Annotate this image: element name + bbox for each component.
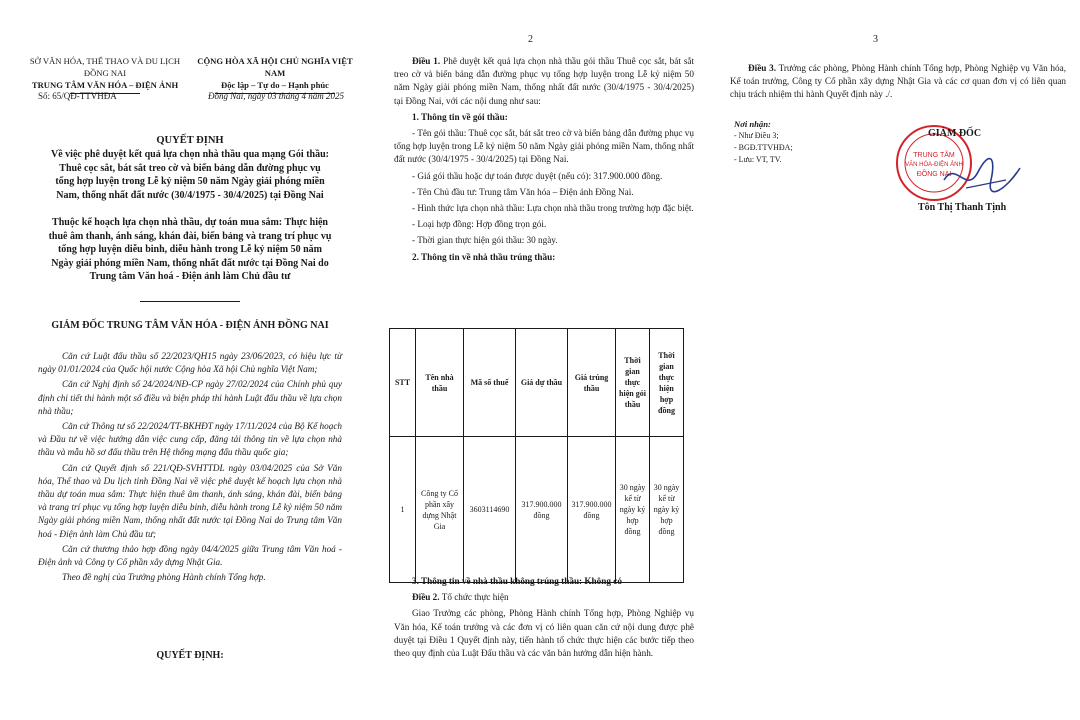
- legal-basis: Căn cứ Nghị định số 24/2024/NĐ-CP ngày 27/02/2024 của Chính phủ quy định chi tiết thi hành một số điều và biện pháp thi hành Luật đấu thầu về lựa chọn nhà thầu;: [38, 379, 342, 416]
- legal-basis: Căn cứ Thông tư số 22/2024/TT-BKHĐT ngày 17/11/2024 của Bộ Kế hoạch và Đầu tư về việc hướng dẫn việc cung cấp, đăng tải thông tin về lựa chọn nhà thầu và mẫu hồ sơ đấu thầu trên Hệ thống mạng đấu thầu quốc gia;: [38, 421, 342, 458]
- package-price: - Giá gói thầu hoặc dự toán được duyệt (nếu có): 317.900.000 đồng.: [412, 170, 663, 181]
- article-2: [394, 575, 694, 663]
- page-number: 2: [528, 34, 533, 45]
- national-header: [190, 55, 360, 94]
- document-title: QUYẾT ĐỊNH: [156, 135, 224, 146]
- table-cell: Công ty Cổ phần xây dựng Nhật Gia: [416, 437, 464, 583]
- column-header: Thời gian thực hiện gói thầu: [616, 329, 650, 437]
- column-header: Mã số thuế: [464, 329, 516, 437]
- table-header-row: [390, 329, 684, 437]
- table-row: [390, 437, 684, 583]
- agency-name: TRUNG TÂM VĂN HÓA – ĐIỆN ẢNH: [31, 80, 179, 90]
- contract-type: - Loại hợp đồng: Hợp đồng trọn gói.: [412, 219, 547, 230]
- page-1: [0, 0, 372, 720]
- signer-title: GIÁM ĐỐC: [928, 128, 982, 139]
- svg-text:TRUNG TÂM: TRUNG TÂM: [913, 152, 955, 159]
- country-name: CỘNG HÒA XÃ HỘI CHỦ NGHĨA VIỆT NAM: [197, 56, 353, 78]
- investor-name: - Tên Chủ đầu tư: Trung tâm Văn hóa – Điện ảnh Đồng Nai.: [412, 186, 634, 197]
- issuing-authority: GIÁM ĐỐC TRUNG TÂM VĂN HÓA - ĐIỆN ẢNH ĐỒNG NAI: [51, 320, 329, 331]
- decision-label: QUYẾT ĐỊNH:: [156, 650, 224, 661]
- column-header: STT: [390, 329, 416, 437]
- article-2-text: Giao Trưởng các phòng, Phòng Hành chính Tổng hợp, Phòng Nghiệp vụ Văn hóa, Kế toán trưởng và các đơn vị có liên quan căn cứ nội dung được phê duyệt tại Điều 1 Quyết định này, tiến hành tổ chức thực hiện các bước tiếp theo theo quy định của Luật Đấu thầu và các văn bản hướng dẫn hiện hành.: [394, 608, 694, 659]
- legal-basis: Căn cứ Luật đấu thầu số 22/2023/QH15 ngày 23/06/2023, có hiệu lực từ ngày 01/01/2024 của Quốc hội nước Cộng hòa Xã hội Chủ nghĩa Việt Nam;: [38, 351, 342, 375]
- article-3-label: Điều 3.: [748, 63, 776, 73]
- table-cell: 317.900.000 đồng: [568, 437, 616, 583]
- page-number: 3: [873, 34, 878, 45]
- recipient-item: - Như Điều 3;: [734, 131, 779, 140]
- table-cell: 30 ngày kể từ ngày ký hợp đồng: [616, 437, 650, 583]
- package-name: - Tên gói thầu: Thuê cọc sắt, bát sắt treo cờ và biển bảng dẫn đường phục vụ tổng hợp luyện trong Lễ kỷ niệm 50 năm Ngày giải phóng miền Nam, thống nhất đất nước (30/4/1975 - 30/4/2025) tại Đồng Nai.: [394, 128, 694, 165]
- table-cell: 317.900.000 đồng: [516, 437, 568, 583]
- page-3: [708, 0, 1080, 720]
- article-2-title: Tổ chức thực hiện: [441, 592, 509, 603]
- recipients: [734, 118, 793, 166]
- article-1-intro: [394, 55, 694, 108]
- recipient-item: - BGĐ.TTVHĐA;: [734, 143, 793, 152]
- column-header: Tên nhà thầu: [416, 329, 464, 437]
- recipient-item: - Lưu: VT, TV.: [734, 155, 782, 164]
- national-motto: Độc lập – Tự do – Hạnh phúc: [221, 80, 329, 90]
- article-3: [730, 62, 1066, 102]
- agency-parent: SỞ VĂN HÓA, THỂ THAO VÀ DU LỊCH ĐỒNG NAI: [29, 56, 181, 78]
- column-header: Giá trúng thầu: [568, 329, 616, 437]
- section-2-title: 2. Thông tin về nhà thầu trúng thầu:: [412, 251, 556, 262]
- signature-icon: [936, 150, 1026, 200]
- article-2-heading: [394, 591, 694, 604]
- article-1-text: Phê duyệt kết quả lựa chọn nhà thầu gói thầu Thuê cọc sắt, bát sắt treo cờ và biển bảng dẫn đường phục vụ tổng hợp luyện trong Lễ kỷ niệm 50 năm Ngày giải phóng miền Nam, thống nhất đất nước (30/4/1975 - 30/4/2025) tại Đồng Nai, với các nội dung như sau:: [394, 56, 695, 106]
- article-2-label: Điều 2.: [412, 592, 440, 603]
- table-cell: 3603114690: [464, 437, 516, 583]
- column-header: Giá dự thầu: [516, 329, 568, 437]
- legal-basis: Căn cứ thương thảo hợp đồng ngày 04/4/2025 giữa Trung tâm Văn hoá - Điện ảnh và Công ty Cổ phần xây dựng Nhật Gia.: [38, 543, 342, 568]
- issuing-agency: [20, 55, 190, 94]
- article-3-text: Trưởng các phòng, Phòng Hành chính Tổng hợp, Phòng Nghiệp vụ Văn hóa, Kế toán trưởng, Công ty Cổ phần xây dựng Nhật Gia và các cơ quan đơn vị có liên quan chịu trách nhiệm thi hành Quyết định này ./.: [730, 63, 1066, 100]
- title-underline: [140, 301, 240, 302]
- selection-method: - Hình thức lựa chọn nhà thầu: Lựa chọn nhà thầu trong trường hợp đặc biệt.: [412, 203, 694, 214]
- section-3-title: 3. Thông tin về nhà thầu không trúng thầu: Không có: [412, 576, 622, 586]
- table-cell: 1: [390, 437, 416, 583]
- legal-basis: Căn cứ Quyết định số 221/QĐ-SVHTTDL ngày 03/04/2025 của Sở Văn hóa, Thể thao và Du lịch tỉnh Đồng Nai về việc phê duyệt kế hoạch lựa chọn nhà thầu dự toán mua sắm: Thực hiện thuê âm thanh, ánh sáng, khán đài, biển bảng và trang trí phục vụ tổng hợp luyện diễu binh, diễu hành trong Lễ kỷ niệm 50 năm Ngày giải phóng miền Nam, thống nhất đất nước tại Đồng Nai do Trung tâm Văn hoá - Điện ảnh làm Chủ đầu tư;: [38, 462, 342, 539]
- column-header: Thời gian thực hiện hợp đồng: [650, 329, 684, 437]
- document-subject: Về việc phê duyệt kết quả lựa chọn nhà thầu qua mạng Gói thầu: Thuê cọc sắt, bát sắt treo cờ và biển bảng dẫn đường phục vụ tổng hợp luyện trong Lễ kỷ niệm 50 năm Ngày giải phóng miền Nam, thống nhất đất nước (30/4/1975 - 30/4/2025) tại Đồng Nai: [51, 149, 329, 201]
- document-number: Số: 65/QĐ-TTVHĐA: [38, 91, 117, 101]
- legal-bases: [38, 350, 342, 586]
- table-cell: 30 ngày kể từ ngày ký hợp đồng: [650, 437, 684, 583]
- signer-name: Tôn Thị Thanh Tịnh: [918, 202, 1007, 213]
- article-1-label: Điều 1.: [412, 56, 441, 66]
- document-subject-scope: Thuộc kế hoạch lựa chọn nhà thầu, dự toán mua sắm: Thực hiện thuê âm thanh, ánh sáng, khán đài, biển bảng và trang trí phục vụ tổng hợp luyện diễu binh, diễu hành trong Lễ kỷ niệm 50 năm Ngày giải phóng miền Nam, thống nhất đất nước tại Đồng Nai do Trung tâm Văn hoá - Điện ảnh làm Chủ đầu tư: [48, 217, 332, 282]
- recipients-label: Nơi nhận:: [734, 119, 771, 129]
- contractor-table: [389, 328, 684, 583]
- article-3-paragraph: [730, 62, 1066, 102]
- article-1: [394, 55, 694, 267]
- document-date: Đồng Nai, ngày 03 tháng 4 năm 2025: [208, 91, 344, 101]
- package-duration: - Thời gian thực hiện gói thầu: 30 ngày.: [412, 235, 558, 246]
- svg-text:VĂN HÓA-ĐIỆN ẢNH: VĂN HÓA-ĐIỆN ẢNH: [905, 162, 963, 168]
- legal-basis: Theo đề nghị của Trưởng phòng Hành chính Tổng hợp.: [62, 572, 266, 583]
- page-2: [372, 0, 708, 720]
- section-1-title: 1. Thông tin về gói thầu:: [412, 111, 508, 122]
- svg-text:ĐỒNG NAI: ĐỒNG NAI: [916, 171, 952, 178]
